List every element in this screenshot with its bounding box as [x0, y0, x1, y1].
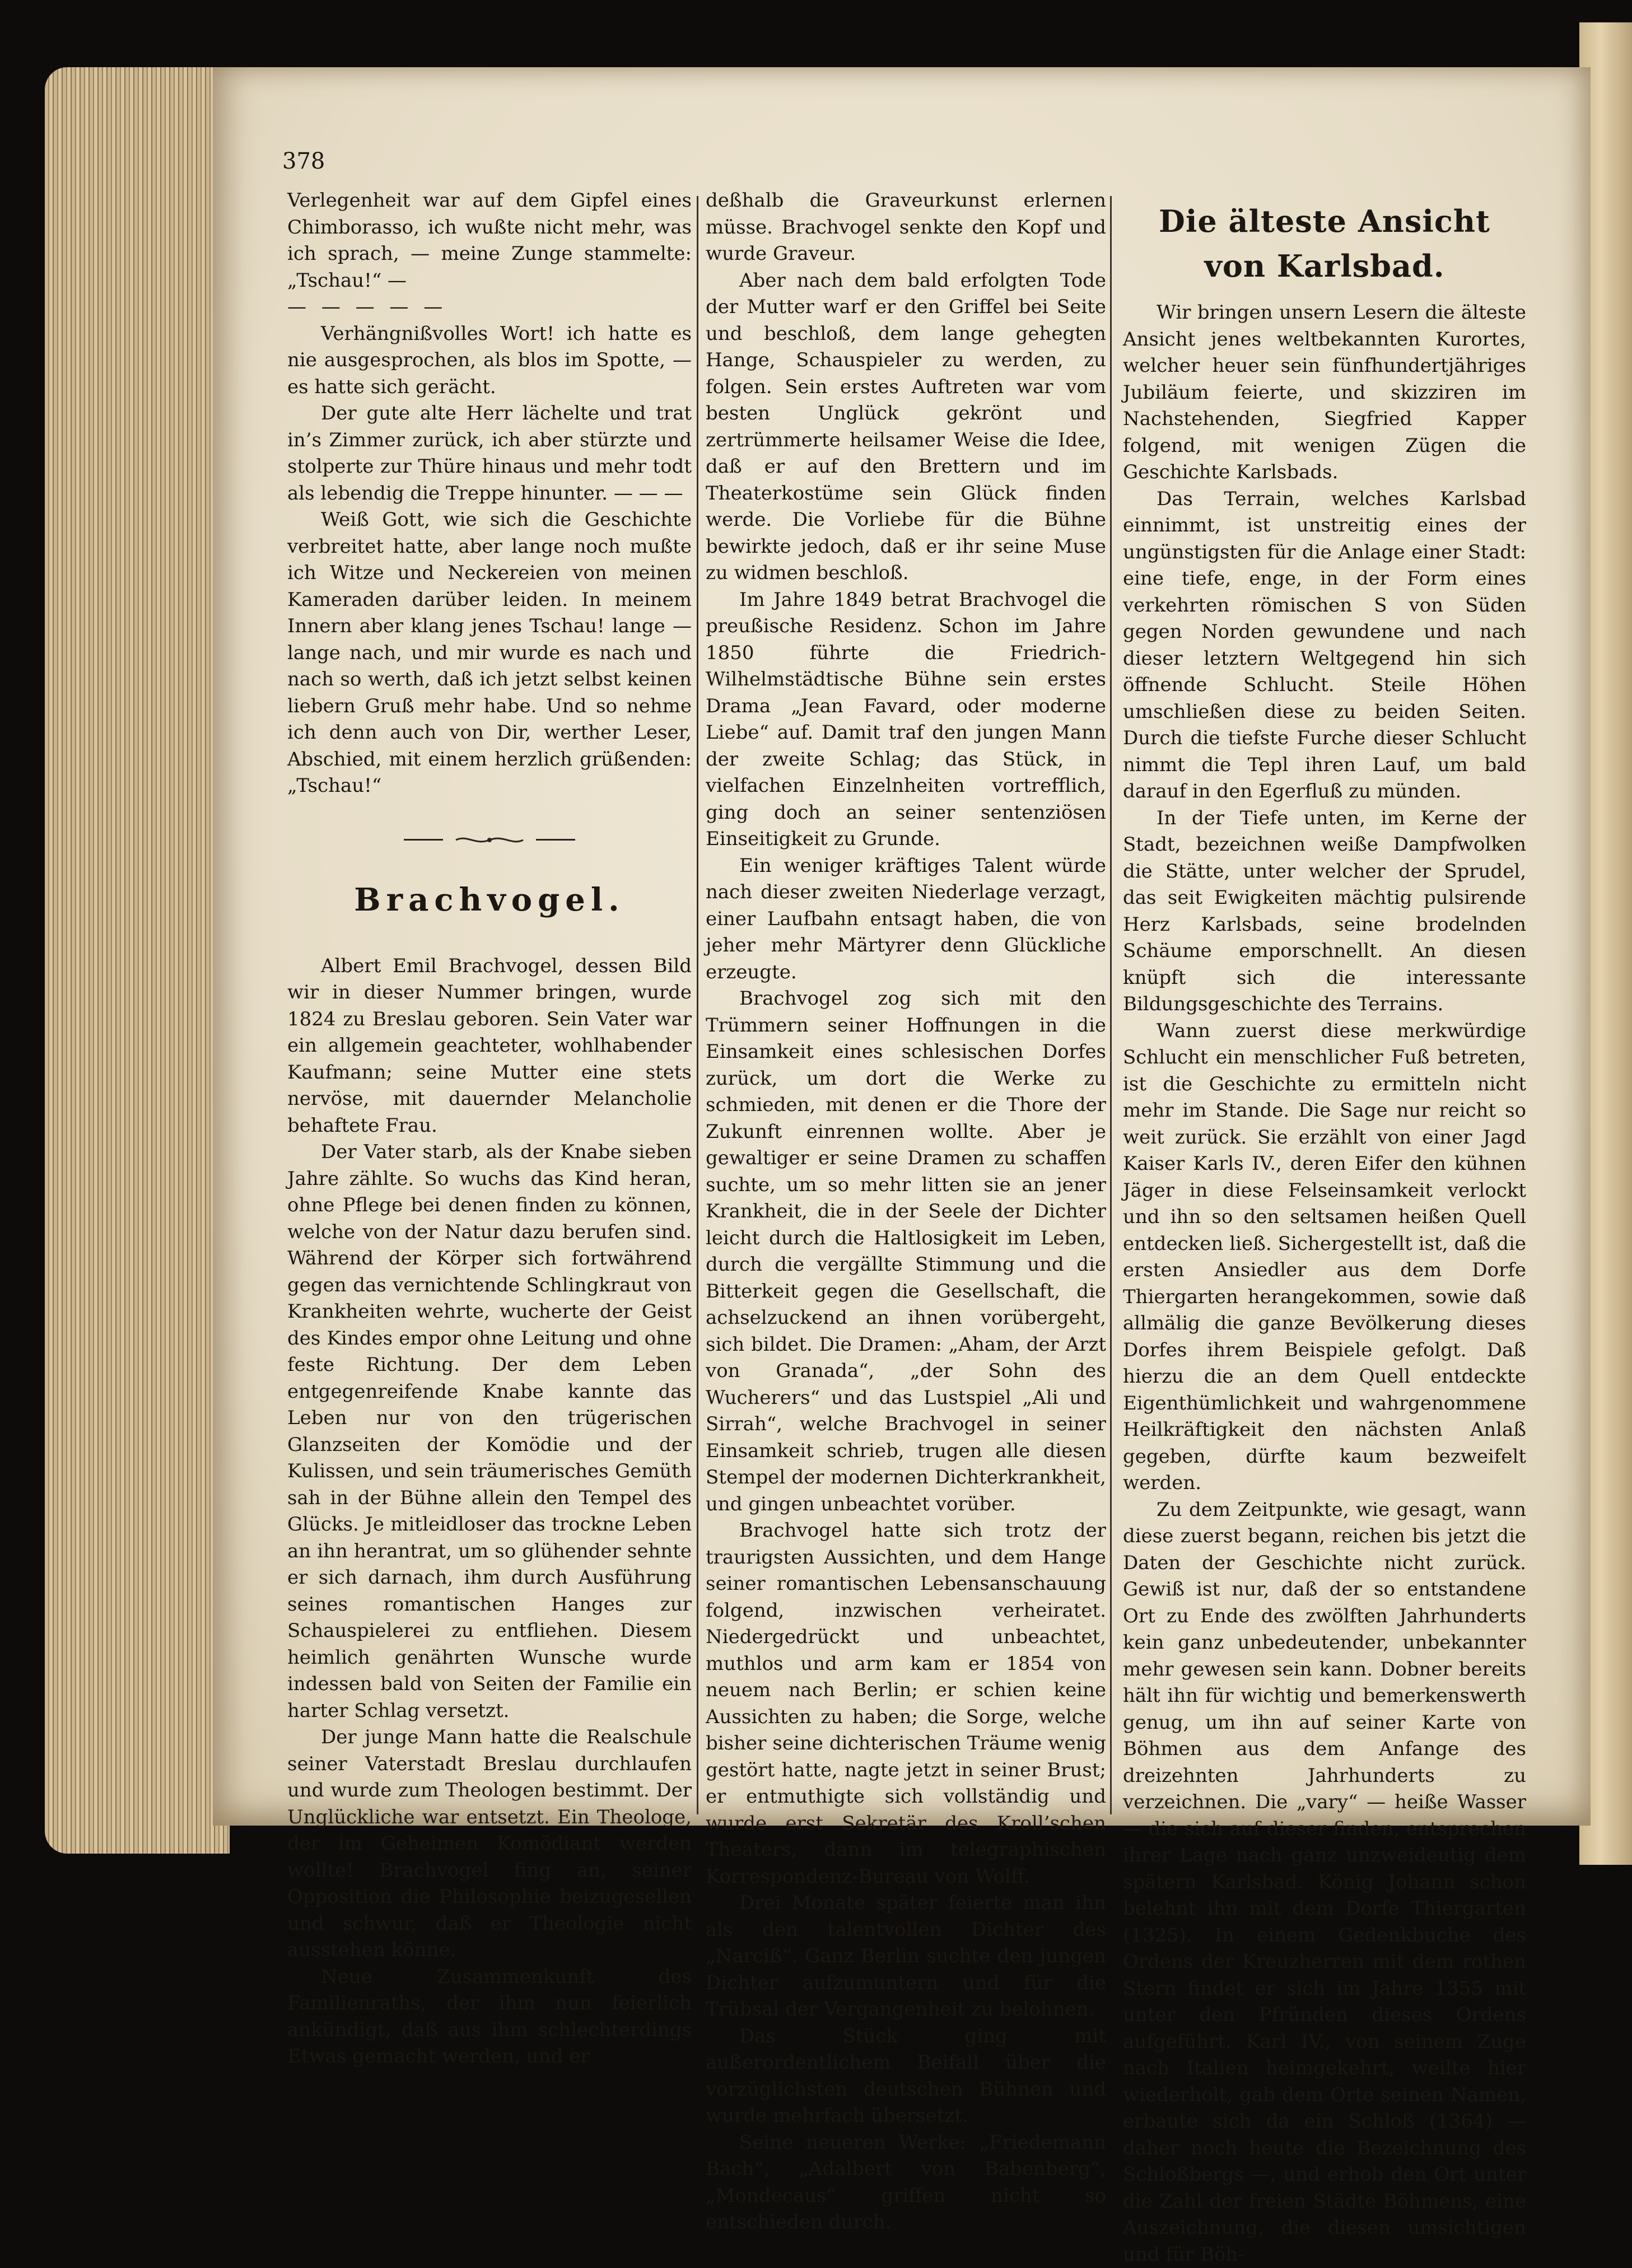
- paragraph: Verlegenheit war auf dem Gipfel eines Chimborasso, ich wußte nicht mehr, was ich sprach, — meine Zunge stammelte: „Tschau!“ —: [287, 188, 692, 294]
- paragraph: Aber nach dem bald erfolgten Tode der Mutter warf er den Griffel bei Seite und beschloß, dem lange gehegten Hange, Schauspieler zu werden, zu folgen. Sein erstes Auftreten war vom besten Unglück gekrönt und zertrümmerte heilsamer Weise die Idee, daß er auf den Brettern und im Theaterkostüme sein Glück finden werde. Die Vorliebe für die Bühne bewirkte jedoch, daß er ihr seine Muse zu widmen beschloß.: [706, 268, 1106, 587]
- flourish-icon: [453, 833, 526, 847]
- paragraph: Brachvogel hatte sich trotz der traurigsten Aussichten, und dem Hange seiner romantischen Lebensanschauung folgend, inzwischen verheiratet. Niedergedrückt und unbeachtet, muthlos und arm kam er 1854 von neuem nach Berlin; er schien keine Aussichten zu haben; die Sorge, welche bisher seine dichterischen Träume wenig gestört hatte, nagte jetzt in seiner Brust; er entmuthigte sich vollständig und wurde erst Sekretär des Kroll’schen Theaters, dann im telegraphischen Korrespondenz-Bureau von Wolff.: [706, 1518, 1106, 1890]
- paragraph: deßhalb die Graveurkunst erlernen müsse. Brachvogel senkte den Kopf und wurde Graveur.: [706, 188, 1106, 268]
- article-heading-brachvogel: Brachvogel.: [287, 880, 692, 920]
- paragraph: Das Stück ging mit außerordentlichem Beifall über die vorzüglichsten deutschen Bühnen und wurde mehrfach übersetzt.: [706, 2023, 1106, 2130]
- paragraph: Der gute alte Herr lächelte und trat in’s Zimmer zurück, ich aber stürzte und stolperte zur Thüre hinaus und mehr todt als lebendig die Treppe hinunter. — — —: [287, 400, 692, 507]
- paragraph: In der Tiefe unten, im Kerne der Stadt, bezeichnen weiße Dampfwolken die Stätte, unter welcher der Sprudel, das seit Ewigkeiten mächtig pulsirende Herz Karlsbads, seine brodelnden Schäume emporschnellt. An diesen knüpft sich die interessante Bildungsgeschichte des Terrains.: [1123, 805, 1526, 1018]
- paragraph: Drei Monate später feierte man ihn als den talentvollen Dichter des „Narciß“. Ganz Berlin suchte den jungen Dichter aufzumuntern und für die Trübsal der Vergangenheit zu belohnen.: [706, 1890, 1106, 2023]
- paragraph: Wir bringen unsern Lesern die älteste Ansicht jenes weltbekannten Kurortes, welcher heuer sein fünfhundertjähriges Jubiläum feierte, und skizziren im Nachstehenden, Siegfried Kapper folgend, mit wenigen Zügen die Geschichte Karlsbads.: [1123, 300, 1526, 486]
- column-rule-right: [1110, 196, 1112, 1814]
- column-2: [706, 188, 1106, 2236]
- article-heading-karlsbad: Die älteste Ansicht von Karlsbad.: [1123, 199, 1526, 288]
- paragraph: Weiß Gott, wie sich die Geschichte verbreitet hatte, aber lange noch mußte ich Witze und Neckereien von meinen Kameraden darüber leiden. In meinem Innern aber klang jenes Tschau! lange — lange nach, und mir wurde es nach und nach so werth, daß ich jetzt selbst keinen liebern Gruß mehr habe. Und so nehme ich denn auch von Dir, werther Leser, Abschied, mit einem herzlich grüßenden: „Tschau!“: [287, 507, 692, 800]
- paragraph: Seine neueren Werke: „Friedemann Bach“, „Adalbert von Babenberg“, „Mondecaus“ griffen nicht so entschieden durch.: [706, 2130, 1106, 2236]
- column-3: [1123, 199, 1526, 2268]
- page-number: 378: [282, 148, 325, 174]
- column-rule-left: [697, 196, 698, 1814]
- newspaper-page: [213, 67, 1591, 1826]
- paragraph: Der Vater starb, als der Knabe sieben Jahre zählte. So wuchs das Kind heran, ohne Pflege bei denen finden zu können, welche von der Natur dazu berufen sind. Während der Körper sich fortwährend gegen das vernichtende Schlingkraut von Krankheiten wehrte, wucherte der Geist des Kindes empor ohne Leitung und ohne feste Richtung. Der dem Leben entgegenreifende Knabe kannte das Leben nur von den trügerischen Glanzseiten der Komödie und der Kulissen, und sein träumerisches Gemüth sah in der Bühne allein den Tempel des Glücks. Je mitleidloser das trockne Leben an ihn herantrat, um so glühender sehnte er sich darnach, ihm durch Ausführung seines romantischen Hanges zur Schauspielerei zu entfliehen. Diesem heimlich genährten Wunsche wurde indessen bald von Seiten der Familie ein harter Schlag versetzt.: [287, 1139, 692, 1724]
- paragraph: Brachvogel zog sich mit den Trümmern seiner Hoffnungen in die Einsamkeit eines schlesischen Dorfes zurück, um dort die Werke zu schmieden, mit denen er die Thore der Zukunft einrennen wollte. Aber je gewaltiger er seine Dramen zu schaffen suchte, um so mehr litten sie an jener Krankheit, die in der Seele der Dichter leicht durch die Haltlosigkeit im Leben, durch die vergällte Stimmung und die Bitterkeit gegen die Gesellschaft, die achselzuckend an ihnen vorübergeht, sich bildet. Die Dramen: „Aham, der Arzt von Granada“, „der Sohn des Wucherers“ und das Lustspiel „Ali und Sirrah“, welche Brachvogel in seiner Einsamkeit schrieb, trugen alle diesen Stempel der modernen Dichterkrankheit, und gingen unbeachtet vorüber.: [706, 986, 1106, 1518]
- paragraph: Verhängnißvolles Wort! ich hatte es nie ausgesprochen, als blos im Spotte, — es hatte sich gerächt.: [287, 321, 692, 401]
- paragraph: Das Terrain, welches Karlsbad einnimmt, ist unstreitig eines der ungünstigsten für die Anlage einer Stadt: eine tiefe, enge, in der Form eines verkehrten römischen S von Süden gegen Norden gewundene und nach dieser letztern Weltgegend hin sich öffnende Schlucht. Steile Höhen umschließen diese zu beiden Seiten. Durch die tiefste Furche dieser Schlucht nimmt die Tepl ihren Lauf, um bald darauf in den Egerfluß zu münden.: [1123, 486, 1526, 805]
- paragraph: Wann zuerst diese merkwürdige Schlucht ein menschlicher Fuß betreten, ist die Geschichte zu ermitteln nicht mehr im Stande. Die Sage nur reicht so weit zurück. Sie erzählt von einer Jagd Kaiser Karls IV., deren Eifer den kühnen Jäger in diese Felseinsamkeit verlockt und ihn so den seltsamen heißen Quell entdecken ließ. Sichergestellt ist, daß die ersten Ansiedler aus dem Dorfe Thiergarten herangekommen, sowie daß allmälig die ganze Bevölkerung dieses Dorfes ihrem Beispiele gefolgt. Daß hierzu die an dem Quell entdeckte Eigenthümlichkeit und wahrgenommene Heilkräftigkeit den nächsten Anlaß gegeben, dürfte kaum bezweifelt werden.: [1123, 1018, 1526, 1497]
- dash-line: — — — — —: [287, 294, 692, 321]
- section-divider-ornament: [287, 833, 692, 847]
- paragraph: Zu dem Zeitpunkte, wie gesagt, wann diese zuerst begann, reichen bis jetzt die Daten der Geschichte nicht zurück. Gewiß ist nur, daß der so entstandene Ort zu Ende des zwölften Jahrhunderts kein ganz unbedeutender, unbekannter mehr gewesen sein kann. Dobner bereits hält ihn für wichtig und bemerkenswerth genug, um ihn auf seiner Karte von Böhmen aus dem Anfange des dreizehnten Jahrhunderts zu verzeichnen. Die „vary“ — heiße Wasser — die sich auf dieser finden, entsprechen ihrer Lage nach ganz unzweideutig dem spätern Karlsbad. König Johann schon belehnt ihn mit dem Dorfe Thiergarten (1325). In einem Gedenkbuche des Ordens der Kreuzherren mit dem rothen Stern findet er sich im Jahre 1355 mit unter den Pfründen dieses Ordens aufgeführt. Karl IV., von seinem Zuge nach Italien heimgekehrt, weilte hier wiederholt, gab dem Orte seinen Namen, erbaute sich da ein Schloß (1364) — daher noch heute die Bezeichnung des Schloßbergs —, und erhob den Ort unter die Zahl der freien Städte Böhmens, eine Auszeichnung, die diesen umsichtigen und für Böh-: [1123, 1497, 1526, 2268]
- column-1: [287, 188, 692, 2070]
- book-page-edges: [45, 67, 230, 1854]
- paragraph: Der junge Mann hatte die Realschule seiner Vaterstadt Breslau durchlaufen und wurde zum Theologen bestimmt. Der Unglückliche war entsetzt. Ein Theologe, der im Geheimen Komödiant werden wollte! Brachvogel fing an, seiner Opposition die Philosophie beizugesellen und schwur, daß er Theologie nicht ausstehen könne.: [287, 1724, 692, 1964]
- paragraph: Ein weniger kräftiges Talent würde nach dieser zweiten Niederlage verzagt, einer Laufbahn entsagt haben, die von jeher mehr Märtyrer denn Glückliche erzeugte.: [706, 853, 1106, 986]
- paragraph: Albert Emil Brachvogel, dessen Bild wir in dieser Nummer bringen, wurde 1824 zu Breslau geboren. Sein Vater war ein allgemein geachteter, wohlhabender Kaufmann; seine Mutter eine stets nervöse, mit dauernder Melancholie behaftete Frau.: [287, 953, 692, 1140]
- paragraph: Neue Zusammenkunft des Familienraths, der ihm nun feierlich ankündigt, daß aus ihm schlechterdings Etwas gemacht werden, und er: [287, 1964, 692, 2070]
- paragraph: Im Jahre 1849 betrat Brachvogel die preußische Residenz. Schon im Jahre 1850 führte die Friedrich-Wilhelmstädtische Bühne sein erstes Drama „Jean Favard, oder moderne Liebe“ auf. Damit traf den jungen Mann der zweite Schlag; das Stück, in vielfachen Einzelnheiten vortrefflich, ging doch an seiner sentenziösen Einseitigkeit zu Grunde.: [706, 587, 1106, 853]
